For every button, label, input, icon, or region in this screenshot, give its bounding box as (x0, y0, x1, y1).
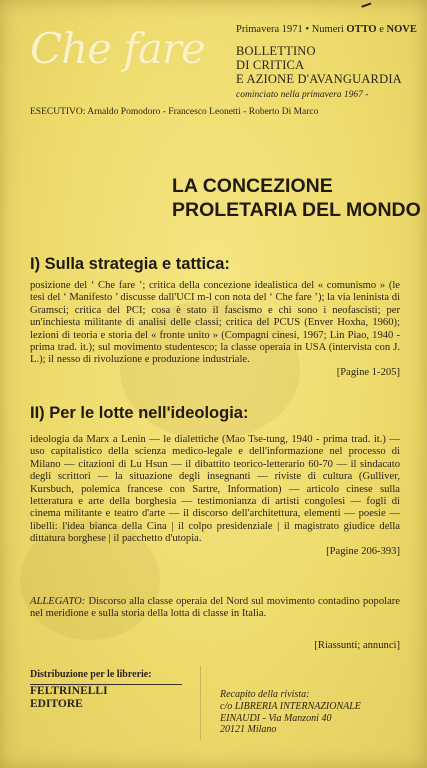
address-line: c/o LIBRERIA INTERNAZIONALE (220, 700, 361, 712)
address-line: EINAUDI - Via Manzoni 40 (220, 712, 332, 724)
address-line: 20121 Milano (220, 724, 277, 736)
distribution-label: Distribuzione per le librerie: (30, 669, 152, 680)
masthead-logo: Che fare (30, 24, 205, 73)
org-line: DI CRITICA (236, 58, 305, 72)
headline-line: PROLETARIA DEL MONDO (172, 199, 421, 221)
organization-name (236, 44, 402, 86)
section-body-strategy (30, 280, 400, 379)
issue-number-2: NOVE (386, 24, 417, 35)
issue-prefix: Primavera 1971 • Numeri (236, 24, 347, 35)
section-text: posizione del ‘ Che fare ’; critica della concezione idealistica del « comunismo » (le tesi del ‘ Manifesto ’ discusse dall'UCI m-l con nota del ‘ Che fare ’); la via leninista di Gramsci; critica del PCI; cosa è stato il fascismo e chi sono i neofascisti; per un'inchiesta militante di analisi delle classi; critica del PCUS (Enver Hoxha, 1960); lezioni di teoria e storia del « fronte unito » (Compagni cinesi, 1967; Lin Piao, 1940 - prima trad. it.); sul movimento studentesco; la classe operaia in USA (intervista con J. L.); il nesso di rivoluzione e produzione industriale. (30, 280, 400, 366)
headline-line: LA CONCEZIONE (172, 175, 333, 197)
started-note: cominciato nella primavera 1967 - (236, 90, 369, 100)
org-line: BOLLETTINO (236, 44, 316, 58)
section-text: ideologia da Marx a Lenin — le dialettiche (Mao Tse-tung, 1940 - prima trad. it.) — uso capitalistico della scienza medico-legale e dell'informazione nel processo di Milano — citazioni di Lu Hsun — il dibattito teorico-letterario 60-70 — il sindacato degli scrittori — la situazione degli insegnanti — riviste di cultura (Gulliver, Kursbuch, polemica francese con Sartre, Information) — articolo cinese sulla letteratura e arte della borghesia — testimonianza di artisti congolesi — fogli di cinema militante e teatro d'arte — il discorso dell'architettura, elementi — poesie — libelli: l'idea bianca della Cina | il colpo presidenziale | il magistrato giudice della dittatura borghese | il pacchetto d'utopia. (30, 434, 400, 545)
section-body-ideology (30, 434, 400, 558)
section-title-strategy: I) Sulla strategia e tattica: (30, 255, 230, 273)
allegato-text: Discorso alla classe operaia del Nord sul movimento contadino popolare nel meridione e sulla storia della lotta di classe in Italia. (30, 596, 400, 620)
page-range: [Pagine 1-205] (336, 366, 400, 378)
executive-names: Arnaldo Pomodoro - Francesco Leonetti - Roberto Di Marco (87, 107, 319, 117)
executive-line (30, 107, 318, 117)
issue-number: OTTO (346, 24, 377, 35)
issue-conj: e (376, 24, 387, 35)
allegato-paragraph (30, 596, 400, 621)
executive-label: ESECUTIVO: (30, 107, 86, 117)
address-block (220, 689, 361, 736)
publisher-line: EDITORE (30, 698, 83, 710)
issue-line (236, 24, 417, 35)
allegato-label: ALLEGATO: (30, 596, 86, 607)
section-title-ideology: II) Per le lotte nell'ideologia: (30, 404, 249, 422)
address-line: Recapito della rivista: (220, 689, 310, 700)
headline (172, 174, 422, 222)
publisher-name (30, 685, 108, 711)
publisher-line: FELTRINELLI (30, 685, 108, 697)
org-line: E AZIONE D'AVANGUARDIA (236, 72, 402, 86)
page-range: [Pagine 206-393] (326, 545, 400, 557)
pen-mark (361, 2, 372, 11)
riassunti-note: [Riassunti; annunci] (314, 640, 400, 651)
